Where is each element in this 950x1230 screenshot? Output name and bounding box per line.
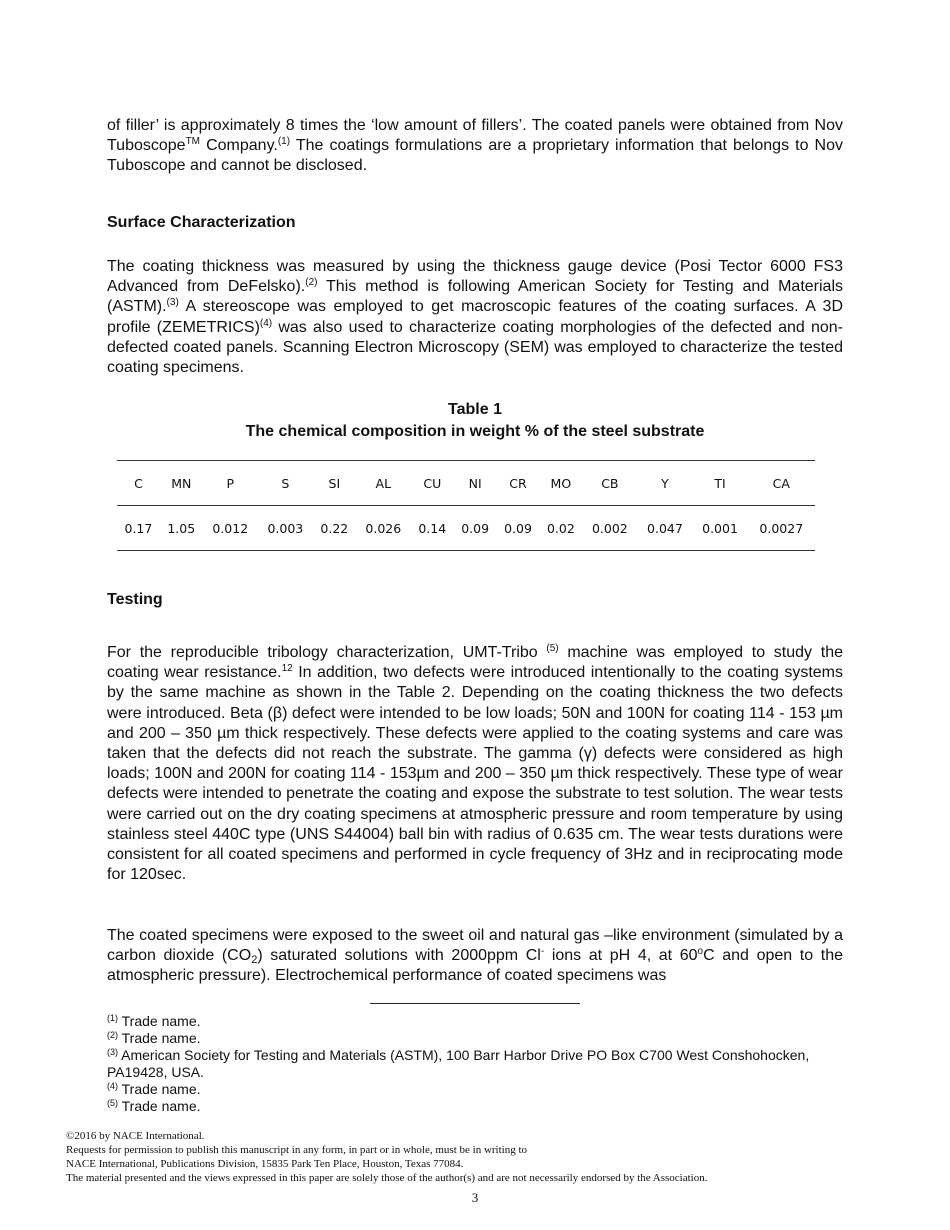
table-cell: 0.012 bbox=[203, 506, 258, 551]
testing-text-2c: ions at pH 4, at 60 bbox=[544, 947, 698, 965]
table-header-cell: MO bbox=[539, 461, 582, 506]
footnote-item bbox=[107, 1030, 843, 1047]
footnote-ref-1: (1) bbox=[277, 136, 291, 148]
table-caption bbox=[107, 399, 843, 443]
footnote-ref-4: (4) bbox=[259, 317, 273, 329]
table-cell: 0.14 bbox=[411, 506, 454, 551]
footnote-text: Trade name. bbox=[118, 1098, 201, 1114]
footnote-mark: (4) bbox=[107, 1081, 118, 1091]
footnote-ref-3: (3) bbox=[166, 297, 179, 309]
table-cell: 1.05 bbox=[160, 506, 203, 551]
composition-table-wrapper bbox=[117, 460, 815, 551]
surface-text-4: was also used to characterize coating morphologies of the defected and non-defected coated panels. Scanning Electron Microscopy (SEM) was employed to characterize the tested coating specimens. bbox=[107, 318, 844, 377]
testing-text-1a: For the reproducible tribology characterization, UMT-Tribo bbox=[107, 644, 547, 661]
footnote-mark: (2) bbox=[107, 1030, 118, 1040]
table-cell: 0.047 bbox=[637, 506, 692, 551]
table-header-cell: CA bbox=[748, 461, 815, 506]
surface-text-3: A stereoscope was employed to get macroscopic features of the coating surfaces. A 3D profile (ZEMETRICS) bbox=[107, 298, 843, 336]
footnote-divider bbox=[370, 1003, 580, 1004]
table-cell: 0.003 bbox=[258, 506, 313, 551]
footnote-mark: (1) bbox=[107, 1013, 118, 1023]
testing-text-1b: machine was employed to study the coating wear resistance. bbox=[107, 644, 843, 682]
footnote-text: American Society for Testing and Materials (ASTM), 100 Barr Harbor Drive PO Box C700 West Conshohocken, PA19428, USA. bbox=[107, 1047, 810, 1080]
table-cell: 0.09 bbox=[497, 506, 540, 551]
copyright-line: ©2016 by NACE International. bbox=[66, 1130, 205, 1142]
testing-text-2b: ) saturated solutions with 2000ppm Cl bbox=[257, 947, 541, 965]
table-cell: 0.026 bbox=[356, 506, 411, 551]
degree-superscript: o bbox=[697, 946, 704, 958]
table-cell: 0.17 bbox=[117, 506, 160, 551]
surface-text-2: This method is following American Society for Testing and Materials (ASTM). bbox=[107, 278, 843, 316]
footnote-ref-2: (2) bbox=[305, 277, 318, 289]
footnote-ref-5: (5) bbox=[546, 643, 559, 654]
copyright-line: The material presented and the views expressed in this paper are solely those of the author(s) and are not necessarily endorsed by the Association. bbox=[66, 1172, 708, 1184]
table-header-cell: MN bbox=[160, 461, 203, 506]
footnote-text: Trade name. bbox=[118, 1013, 201, 1029]
table-cell: 0.09 bbox=[454, 506, 497, 551]
table-header-cell: CR bbox=[497, 461, 540, 506]
trademark-mark: TM bbox=[185, 136, 201, 148]
page-number: 3 bbox=[471, 1190, 479, 1205]
table-header-cell: CB bbox=[582, 461, 637, 506]
table-label: Table 1 bbox=[448, 401, 502, 418]
table-header-cell: Y bbox=[637, 461, 692, 506]
testing-paragraph-2 bbox=[107, 926, 843, 987]
section-heading-testing: Testing bbox=[107, 591, 163, 608]
footnote-item bbox=[107, 1098, 843, 1115]
table-cell: 0.001 bbox=[692, 506, 747, 551]
table-header-row bbox=[117, 461, 815, 506]
intro-text-2: Company. bbox=[200, 137, 278, 155]
table-header-cell: AL bbox=[356, 461, 411, 506]
table-header-cell: SI bbox=[313, 461, 356, 506]
footnote-text: Trade name. bbox=[118, 1081, 201, 1097]
table-row bbox=[117, 506, 815, 551]
footnote-mark: (5) bbox=[107, 1098, 118, 1108]
footnote-item bbox=[107, 1081, 843, 1098]
table-cell: 0.0027 bbox=[748, 506, 815, 551]
table-header-cell: NI bbox=[454, 461, 497, 506]
copyright-line: NACE International, Publications Division, 15835 Park Ten Place, Houston, Texas 77084. bbox=[66, 1158, 464, 1170]
table-cell: 0.22 bbox=[313, 506, 356, 551]
copyright-line: Requests for permission to publish this manuscript in any form, in part or in whole, must be in writing to bbox=[66, 1144, 528, 1156]
table-caption-text: The chemical composition in weight % of the steel substrate bbox=[245, 423, 705, 440]
table-header-cell: TI bbox=[692, 461, 747, 506]
footnotes bbox=[107, 1013, 843, 1115]
intro-text-3: The coatings formulations are a proprietary information that belongs to Nov Tuboscope and cannot be disclosed. bbox=[107, 137, 843, 175]
footnote-item bbox=[107, 1047, 843, 1081]
intro-paragraph bbox=[107, 116, 843, 177]
testing-text-2d: C and open to the atmospheric pressure). Electrochemical performance of coated specimens was bbox=[107, 947, 843, 985]
surface-text-1: The coating thickness was measured by using the thickness gauge device (Posi Tector 6000 FS3 Advanced from DeFelsko). bbox=[107, 258, 843, 296]
footnote-text: Trade name. bbox=[118, 1030, 201, 1046]
table-header-cell: P bbox=[203, 461, 258, 506]
section-heading-surface: Surface Characterization bbox=[107, 214, 296, 231]
testing-text-2a: The coated specimens were exposed to the sweet oil and natural gas –like environment (simulated by a carbon dioxide (CO bbox=[107, 927, 843, 965]
table-header-cell: CU bbox=[411, 461, 454, 506]
intro-text-1: of filler’ is approximately 8 times the ‘low amount of fillers’. The coated panels were obtained from Nov Tuboscope bbox=[107, 117, 843, 155]
table-cell: 0.02 bbox=[539, 506, 582, 551]
footnote-item bbox=[107, 1013, 843, 1030]
table-header-cell: S bbox=[258, 461, 313, 506]
testing-text-1c: In addition, two defects were introduced intentionally to the coating systems by the same machine as shown in the Table 2. Depending on the coating thickness the two defects were introduced. Beta (β) defect were intended to be low loads; 50N and 100N for coating 114 - 153 µm and 200 – 350 µm thick respectively. These defects were applied to the coating systems and care was taken that the defects did not reach the substrate. The gamma (γ) defects were considered as high loads; 100N and 200N for coating 114 - 153µm and 200 – 350 µm thick respectively. These type of wear defects were intended to penetrate the coating and expose the substrate to test solution. The wear tests were carried out on the dry coating specimens at atmospheric pressure and room temperature by using stainless steel 440C type (UNS S44004) ball bin with radius of 0.635 cm. The wear tests durations were consistent for all coated specimens and performed in cycle frequency of 3Hz and in reciprocating mode for 120sec. bbox=[107, 664, 844, 884]
table-cell: 0.002 bbox=[582, 506, 637, 551]
footnote-mark: (3) bbox=[107, 1047, 118, 1057]
table-header-cell: C bbox=[117, 461, 160, 506]
citation-ref-12: 12 bbox=[281, 663, 293, 675]
composition-table bbox=[117, 460, 815, 551]
testing-paragraph-1 bbox=[107, 643, 843, 885]
co2-subscript: 2 bbox=[251, 954, 258, 967]
surface-paragraph bbox=[107, 257, 843, 378]
chloride-superscript: - bbox=[540, 946, 545, 958]
copyright-notice bbox=[66, 1129, 886, 1185]
